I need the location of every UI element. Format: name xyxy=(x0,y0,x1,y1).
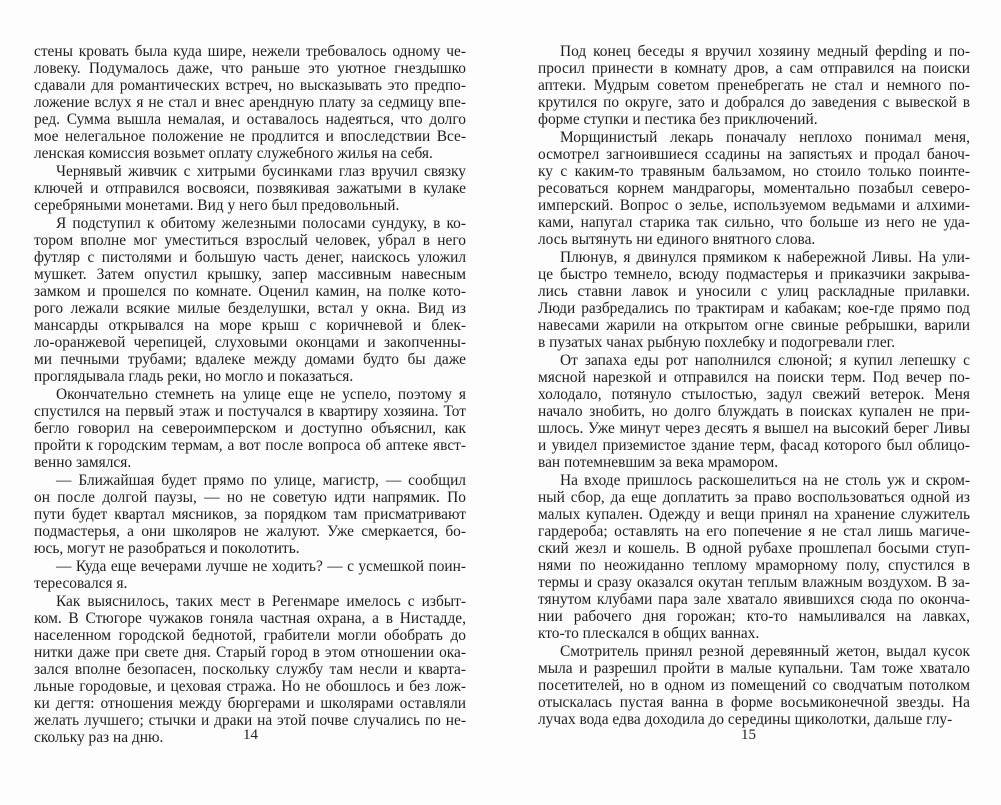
text-line: Морщинистый лекарь поначалу неплохо понимал меня, xyxy=(560,129,970,146)
paragraph xyxy=(34,472,466,557)
text-line: ми печными трубами; вдалеке между домами будто бы даже xyxy=(34,351,466,368)
text-line: осмотрел загноившиеся ссадины на запястьях и продал баноч- xyxy=(538,146,970,163)
text-line: лось вытянуть ни единого внятного слова. xyxy=(538,231,816,248)
text-line: ский жезл и кошель. В одной рубахе прошлепал босыми ступ- xyxy=(538,540,970,557)
text-line: пройти к городским термам, а вот после вопроса об аптеке явст- xyxy=(34,437,466,454)
right-page-text xyxy=(538,43,970,729)
text-line: он после долгой паузы, — но не советую идти напрямик. По xyxy=(34,489,466,506)
text-line: в пузатых чанах рыбную похлебку и подогревали глег. xyxy=(538,334,896,351)
text-line: форме ступки и пестика без приключений. xyxy=(538,111,818,128)
text-line: тором вполне мог уместиться взрослый человек, убрал в него xyxy=(34,232,466,249)
text-line: просил принести в комнату дров, а сам отправился на поиски xyxy=(538,60,970,77)
text-line: шлось. Уже минут через десять я вышел на высокий берег Ливы xyxy=(538,420,970,437)
text-line: имперский. Вопрос о зелье, используемом ведьмами и алхими- xyxy=(538,197,970,214)
text-line: нитки даже при свете дня. Старый город в этом отношении ока- xyxy=(34,644,466,661)
text-line: льные городовые, и цеховая стража. Но не обошлось и без лож- xyxy=(34,678,466,695)
text-line: пути будет квартал мясников, за порядком там присматривают xyxy=(34,506,466,523)
text-line: ный сбор, да еще доплатить за право воспользоваться одной из xyxy=(538,489,970,506)
text-line: Чернявый живчик с хитрыми бусинками глаз вручил связку xyxy=(56,163,466,180)
text-line: нии рабочего дня горожан; кто-то намыливался на лавках, xyxy=(538,608,970,625)
text-line: мансарды открывался на море крыш с коричневой и блек- xyxy=(34,317,466,334)
text-line: На входе пришлось раскошелиться на не столь уж и скром- xyxy=(560,472,970,489)
page-number-left: 14 xyxy=(243,727,258,743)
text-line: Как выяснилось, таких мест в Регенмаре имелось с избыт- xyxy=(56,593,466,610)
text-line: футляр с пистолями и большую часть денег, наискось уложил xyxy=(34,249,466,266)
text-line: посетителей, но в одном из помещений со сводчатым потолком xyxy=(538,677,970,694)
text-line: подмастерья, а они школяров не жалуют. Уже смеркается, бо- xyxy=(34,523,466,540)
text-line: тересовался я. xyxy=(34,575,128,592)
paragraph xyxy=(34,558,466,592)
text-line: начало знобить, но долго блуждать в поисках купален не при- xyxy=(538,403,970,420)
left-page-text xyxy=(34,43,466,747)
paragraph xyxy=(34,215,466,385)
paragraph xyxy=(538,643,970,728)
text-line: гардероба; оставлять на его попечение я не стал лишь магиче- xyxy=(538,523,970,540)
paragraph xyxy=(34,43,466,162)
text-line: ван потемневшим за века мрамором. xyxy=(538,454,779,471)
paragraph xyxy=(538,129,970,248)
text-line: аптеки. Мудрым советом пренебрегать не стал и немного по- xyxy=(538,77,970,94)
paragraph xyxy=(538,472,970,642)
text-line: ку с каким-то травяным бальзамом, но стоило только поинте- xyxy=(538,163,970,180)
text-line: ком. В Стюгоре чужаков гоняла частная охрана, а в Нистадде, xyxy=(34,610,466,627)
text-line: серебряными монетами. Вид у него был предовольный. xyxy=(34,197,400,214)
text-line: ред. Сумма вышла немалая, и оставалось надеяться, что долго xyxy=(34,111,466,128)
text-line: — Куда еще вечерами лучше не ходить? — с усмешкой поин- xyxy=(56,558,466,575)
text-line: ловеку. Подумалось даже, что раньше это уютное гнездышко xyxy=(34,60,466,77)
text-line: ло-оранжевой черепицей, слуховыми оконцами и закопченны- xyxy=(34,334,466,351)
text-line: Я подступил к обитому железными полосами сундуку, в ко- xyxy=(56,215,466,232)
paragraph xyxy=(538,249,970,351)
text-line: ресоваться корнем мандрагоры, моментально позабыл северо- xyxy=(538,180,970,197)
text-line: венно замялся. xyxy=(34,454,132,471)
text-line: Смотритель принял резной деревянный жетон, выдал кусок xyxy=(560,643,970,660)
text-line: Под конец беседы я вручил хозяину медный ферding и по- xyxy=(560,43,970,60)
text-line: крутился по округе, зато и добрался до заведения с вывеской в xyxy=(538,94,970,111)
paragraph xyxy=(538,43,970,128)
text-line: ки дегтя: отношения между бюргерами и школярами оставляли xyxy=(34,695,466,712)
text-line: Люди разбредались по трактирам и кабакам; кое-где прямо под xyxy=(538,300,970,317)
text-line: ключей и отправился восвояси, позвякивая зажатыми в кулаке xyxy=(34,180,466,197)
text-line: мясной нарезкой и отправился на поиски терм. Под вечер по- xyxy=(538,369,970,386)
text-line: мушкет. Затем опустил крышку, запер массивным навесным xyxy=(34,266,466,283)
text-line: замком и прошелся по комнате. Оценил камин, на полке кото- xyxy=(34,283,466,300)
text-line: малых купален. Одежду и вещи принял на хранение служитель xyxy=(538,506,970,523)
text-line: лучах вода едва доходила до середины щиколотки, дальше глу- xyxy=(538,711,953,728)
text-line: кто-то плескался в общих ваннах. xyxy=(538,625,760,642)
text-line: лись ставни лавок и уносили с улиц раскладные прилавки. xyxy=(538,283,970,300)
text-line: отыскалась пустая ванна в форме восьмиконечной звезды. На xyxy=(538,694,970,711)
text-line: мое нелегальное положение не продлится и впоследствии Все- xyxy=(34,128,466,145)
text-line: Окончательно стемнеть на улице еще не успело, поэтому я xyxy=(56,386,466,403)
text-line: навесами жарили на открытом огне свиные ребрышки, варили xyxy=(538,317,970,334)
text-line: и увидел приземистое здание терм, фасад которого был облицо- xyxy=(538,437,970,454)
text-line: це быстро темнело, всюду подмастерья и приказчики закрыва- xyxy=(538,266,970,283)
paragraph xyxy=(538,352,970,471)
text-line: бегло говорил на североимперском и доступно объяснил, как xyxy=(34,420,466,437)
text-line: зался вполне безопасен, поскольку службу там несли и кварта- xyxy=(34,661,466,678)
text-line: рого лежали всякие милые безделушки, встал у окна. Вид из xyxy=(34,300,466,317)
paragraph xyxy=(34,593,466,746)
page-number-right: 15 xyxy=(741,727,756,743)
text-line: мыла и разрешил пройти в малые купальни. Там тоже хватало xyxy=(538,660,970,677)
text-line: населенном городской беднотой, грабители могли обобрать до xyxy=(34,627,466,644)
text-line: проглядывала гладь реки, но могло и показаться. xyxy=(34,368,354,385)
text-line: тянутом клубами пара зале хватало явившихся сюда по оконча- xyxy=(538,591,970,608)
text-line: холодало, потянуло стылостью, задул свежий ветерок. Меня xyxy=(538,386,970,403)
text-line: скольку раз на дню. xyxy=(34,729,164,746)
text-line: ложение вслух я не стал и внес арендную плату за седмицу впе- xyxy=(34,94,466,111)
text-line: ками, напугал старика так сильно, что больше из него не уда- xyxy=(538,214,970,231)
text-line: От запаха еды рот наполнился слюной; я купил лепешку с xyxy=(560,352,970,369)
text-line: стены кровать была куда шире, нежели требовалось одному че- xyxy=(34,43,466,60)
text-line: юсь, могут не разобраться и поколотить. xyxy=(34,540,300,557)
text-line: — Ближайшая будет прямо по улице, магистр, — сообщил xyxy=(56,472,466,489)
paragraph xyxy=(34,386,466,471)
paragraph xyxy=(34,163,466,214)
text-line: Плюнув, я двинулся прямиком к набережной Ливы. На ули- xyxy=(560,249,970,266)
text-line: желать лучшего; стычки и драки на этой почве случались по не- xyxy=(34,712,466,729)
text-line: ленская комиссия возьмет оплату служебного жилья на себя. xyxy=(34,145,433,162)
text-line: сдавали для романтических встреч, но высказывать это предпо- xyxy=(34,77,466,94)
text-line: нями по неожиданно теплому мраморному полу, спустился в xyxy=(538,557,970,574)
text-line: спустился на первый этаж и постучался в квартиру хозяина. Тот xyxy=(34,403,466,420)
text-line: термы и сразу оказался окутан теплым влажным воздухом. В за- xyxy=(538,574,970,591)
